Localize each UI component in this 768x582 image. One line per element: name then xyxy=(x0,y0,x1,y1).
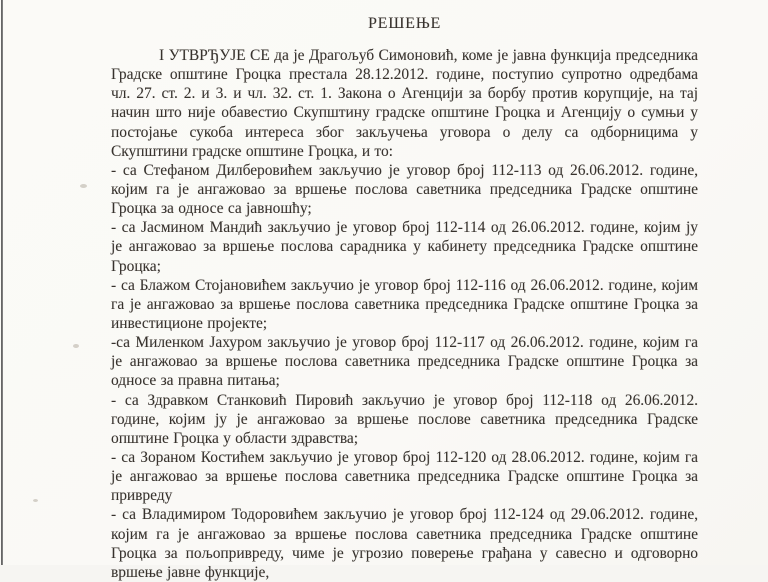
text-line: -са Миленком Јахуром закључио је уговор број 112-117 од 26.06.2012. године, којим га xyxy=(111,334,698,352)
text-line: односе за правна питања; xyxy=(111,372,280,390)
scan-speck xyxy=(33,499,38,502)
text-line: године, којим ју је ангажовао за вршење послове саветника председника Градске xyxy=(111,410,698,428)
text-line: је ангажовао за вршење послова саветника председника Градске општине Гроцка за xyxy=(111,353,698,371)
text-line: - са Зораном Костићем закључио је уговор број 112-120 од 28.06.2012. године, којим га xyxy=(111,448,698,466)
scan-speck xyxy=(80,184,87,188)
text-line: општине Гроцка у области здравства; xyxy=(111,429,359,447)
text-line: Гроцка за односе са јавношћу; xyxy=(111,200,312,218)
document-body xyxy=(111,46,698,582)
text-line: Градске општине Гроцка престала 28.12.2012. године, поступио супротно одредбама xyxy=(111,66,698,84)
text-line: - са Здравком Станковић Пировић закључио је уговор број 112-118 од 26.06.2012. xyxy=(111,391,698,409)
text-line: Гроцка; xyxy=(111,257,161,275)
text-line: - са Јасмином Мандић закључио је уговор број 112-114 од 26.06.2012. године, којим ју xyxy=(111,219,698,237)
text-line: вршење јавне функције, xyxy=(111,563,270,581)
text-line: Гроцка за пољопривреду, чиме је угрозио поверење грађана у савесно и одговорно xyxy=(111,544,698,562)
text-line: - са Блажом Стојановићем закључио је уговор број 112-116 од 26.06.2012. године, којим xyxy=(111,276,698,294)
text-line: - са Стефаном Дилберовићем закључио је уговор број 112-113 од 26.06.2012. године, xyxy=(111,161,698,179)
text-line: којим га је ангажовао за вршење послова саветника председника Градске општине xyxy=(111,180,698,198)
document-text-column xyxy=(111,8,698,582)
text-line: којим га је ангажовао за вршење послова саветника председника Градске општине xyxy=(111,525,698,543)
scan-speck xyxy=(73,344,79,348)
document-title: РЕШЕЊЕ xyxy=(367,15,442,32)
text-line: чл. 27. ст. 2. и 3. и чл. 32. ст. 1. Закона о Агенцији за борбу против корупције, на тај xyxy=(111,85,698,103)
text-line: привреду xyxy=(111,487,173,505)
text-line: Скупштини градске општине Гроцка, и то: xyxy=(111,142,393,160)
text-line: је ангажовао за вршење послова сарадника у кабинету председника Градске општине xyxy=(111,238,698,256)
text-line: га је ангажовао за вршење послова саветника председника Градске општине Гроцка за xyxy=(111,295,698,313)
text-line: инвестиционе пројекте; xyxy=(111,314,268,332)
text-line: - са Владимиром Тодоровићем закључио је уговор број 112-124 од 29.06.2012. године, xyxy=(111,506,698,524)
text-line: је ангажовао за вршење послова саветника председника Градске општине Гроцка за xyxy=(111,468,698,486)
text-line: постојање сукоба интереса због закључења уговора о делу са одборницима у xyxy=(111,123,698,141)
text-line: начин што није обавестио Скупштину градске општине Гроцка и Агенцију о сумњи у xyxy=(111,104,698,122)
scan-edge-line xyxy=(1,0,3,565)
text-line: I УТВРЂУЈЕ СЕ да је Драгољуб Симоновић, коме је јавна функција председника xyxy=(159,47,698,64)
